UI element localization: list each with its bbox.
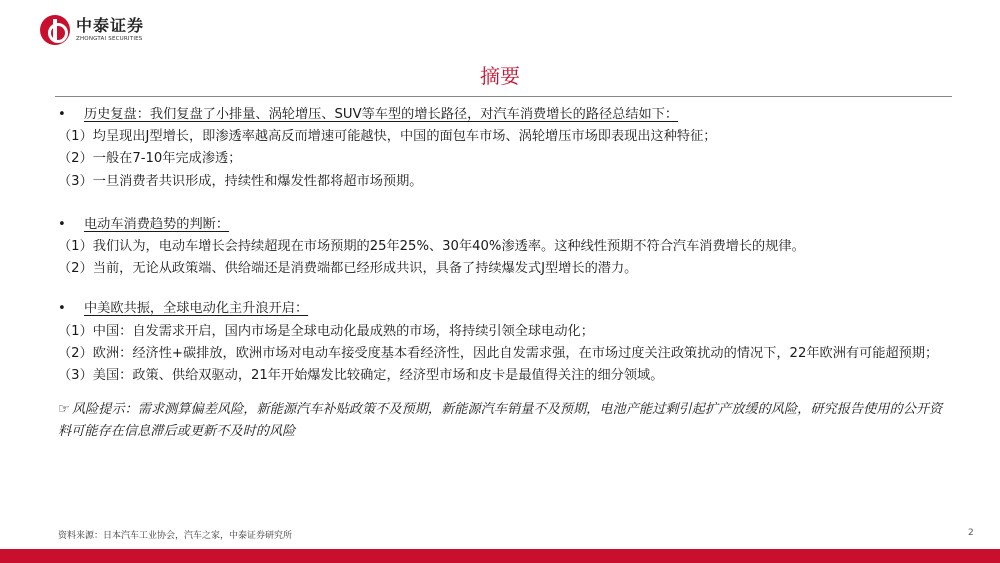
list-item: （1）我们认为，电动车增长会持续超现在市场预期的25年25%、30年40%渗透率。这种线性预期不符合汽车消费增长的规律。 — [58, 239, 805, 255]
risk-text: 风险提示：需求测算偏差风险，新能源汽车补贴政策不及预期，新能源汽车销量不及预期，电池产能过剩引起扩产放缓的风险，研究报告使用的公开资料可能存在信息滞后或更新不及时的风险 — [58, 402, 943, 440]
list-item: （1）均呈现出J型增长，即渗透率越高反而增速可能越快，中国的面包车市场、涡轮增压市场即表现出这种特征； — [58, 129, 717, 145]
section-heading-history: • 历史复盘：我们复盘了小排量、涡轮增压、SUV等车型的增长路径，对汽车消费增长的路径总结如下： — [58, 104, 948, 126]
section-heading-ev-trend: • 电动车消费趋势的判断： — [58, 214, 948, 236]
pointing-hand-icon: ☞ — [58, 402, 70, 418]
list-item: （2）一般在7-10年完成渗透； — [58, 151, 242, 167]
list-item: （1）中国：自发需求开启，国内市场是全球电动化最成熟的市场，将持续引领全球电动化； — [58, 323, 594, 339]
risk-warning — [58, 399, 948, 443]
bullet-icon: • — [58, 107, 66, 122]
page-title: 摘要 — [480, 64, 520, 88]
company-logo — [40, 12, 176, 48]
bullet-icon: • — [58, 216, 66, 232]
logo-name-en: ZHONGTAI SECURITIES — [76, 35, 143, 42]
list-item: （3）美国：政策、供给双驱动，21年开始爆发比较确定，经济型市场和皮卡是最值得关注的细分领域。 — [58, 368, 664, 384]
list-item: （3）一旦消费者共识形成，持续性和爆发性都将超市场预期。 — [58, 173, 423, 189]
summary-content — [58, 104, 948, 444]
logo-name-cn: 中泰证券 — [76, 15, 145, 35]
header — [0, 0, 1000, 56]
source-note: 资料来源：日本汽车工业协会，汽车之家，中泰证券研究所 — [58, 531, 293, 541]
section-heading-global-resonance: • 中美欧共振，全球电动化主升浪开启： — [58, 298, 948, 320]
title-divider — [55, 96, 952, 97]
list-item: （2）当前，无论从政策端、供给端还是消费端都已经形成共识，具备了持续爆发式J型增长的潜力。 — [58, 261, 638, 277]
bullet-icon: • — [58, 301, 66, 317]
page-number: 2 — [968, 528, 974, 538]
footer-bar — [0, 549, 1000, 563]
list-item: （2）欧洲：经济性+碳排放，欧洲市场对电动车接受度基本看经济性，因此自发需求强，在市场过度关注政策扰动的情况下，22年欧洲有可能超预期； — [58, 345, 939, 361]
logo-icon — [40, 15, 70, 45]
